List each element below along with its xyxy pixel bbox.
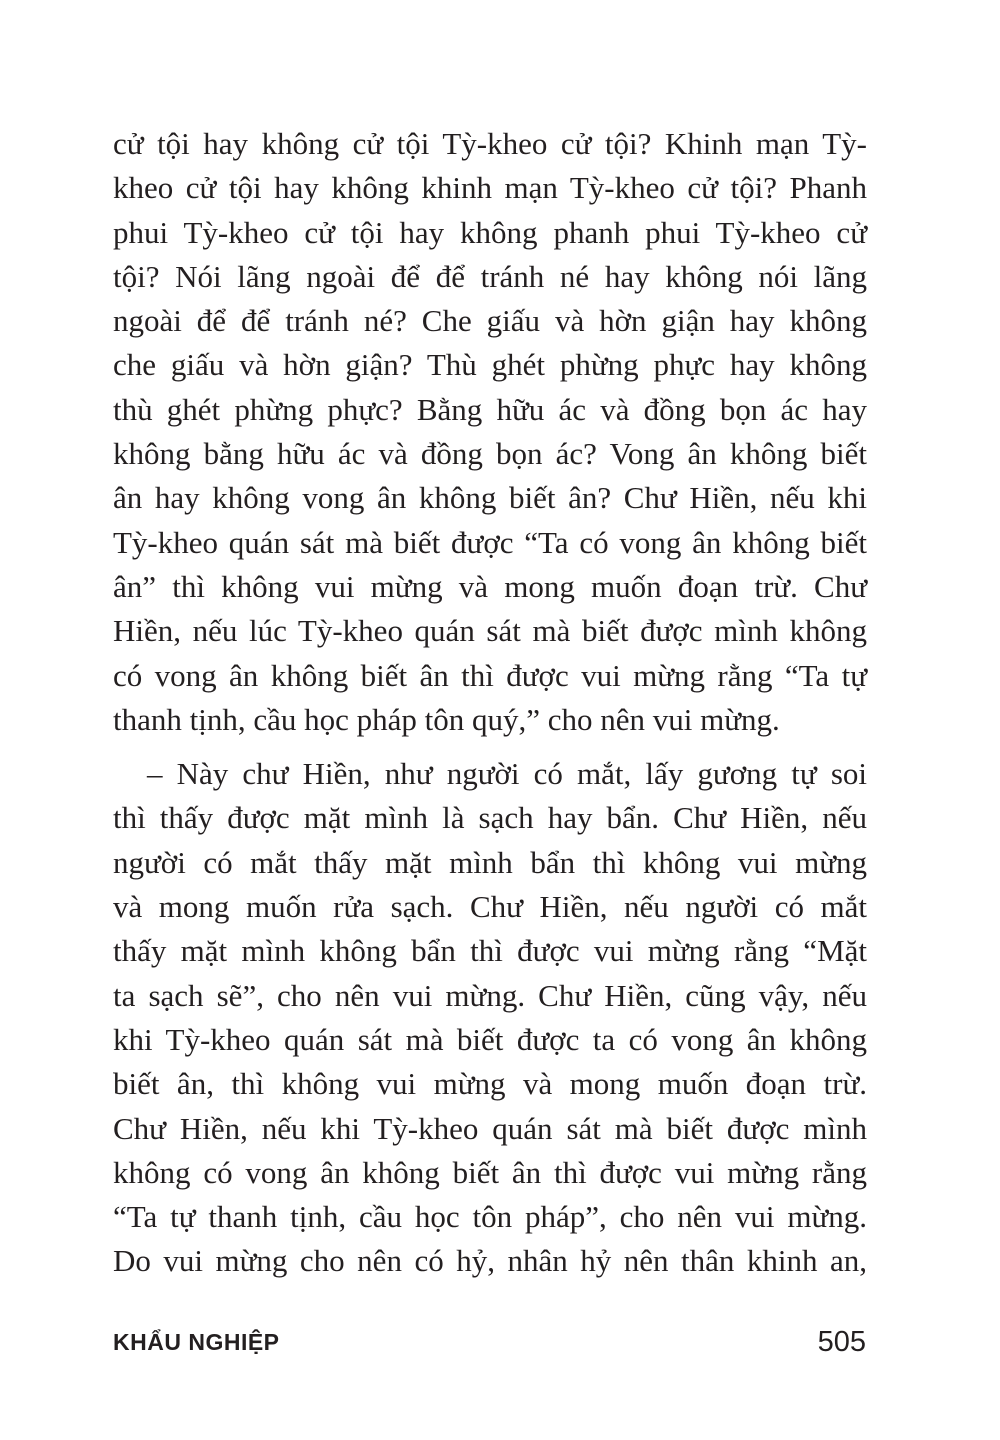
page-number: 505 <box>817 1326 866 1358</box>
paragraph-2-line: và mong muốn rửa sạch. Chư Hiền, nếu người có mắt <box>113 889 867 925</box>
paragraph-1-line: Hiền, nếu lúc Tỳ-kheo quán sát mà biết được mình không <box>113 613 867 649</box>
paragraph-1-line: thanh tịnh, cầu học pháp tôn quý,” cho nên vui mừng. <box>113 701 780 737</box>
paragraph-gap <box>113 742 867 752</box>
paragraph-2-line: ta sạch sẽ”, cho nên vui mừng. Chư Hiền, cũng vậy, nếu <box>113 977 867 1013</box>
paragraph-1-line: không bằng hữu ác và đồng bọn ác? Vong ân không biết <box>113 436 867 472</box>
paragraph-1-line: có vong ân không biết ân thì được vui mừng rằng “Ta tự <box>113 657 867 693</box>
paragraph-1-line: kheo cử tội hay không khinh mạn Tỳ-kheo cử tội? Phanh <box>113 170 867 206</box>
paragraph-2-line: khi Tỳ-kheo quán sát mà biết được ta có vong ân không <box>113 1021 867 1057</box>
paragraph-1-line: tội? Nói lãng ngoài để để tránh né hay không nói lãng <box>113 258 867 294</box>
paragraph-1-line: Tỳ-kheo quán sát mà biết được “Ta có vong ân không biết <box>113 524 867 560</box>
paragraph-2-line: Do vui mừng cho nên có hỷ, nhân hỷ nên thân khinh an, <box>113 1243 867 1279</box>
paragraph-1-line: cử tội hay không cử tội Tỳ-kheo cử tội? Khinh mạn Tỳ- <box>113 126 867 161</box>
paragraph-1-line: thù ghét phừng phực? Bằng hữu ác và đồng bọn ác hay <box>113 391 867 427</box>
paragraph-2-line: biết ân, thì không vui mừng và mong muốn đoạn trừ. <box>113 1066 867 1102</box>
paragraph-2-line: người có mắt thấy mặt mình bẩn thì không vui mừng <box>113 844 867 880</box>
paragraph-1-line: che giấu và hờn giận? Thù ghét phừng phực hay không <box>113 347 867 383</box>
paragraph-2-line: thì thấy được mặt mình là sạch hay bẩn. Chư Hiền, nếu <box>113 800 867 836</box>
paragraph-1-line: ân” thì không vui mừng và mong muốn đoạn trừ. Chư <box>113 568 867 604</box>
paragraph-1-line: ngoài để để tránh né? Che giấu và hờn giận hay không <box>113 303 867 339</box>
paragraph-2-line: Chư Hiền, nếu khi Tỳ-kheo quán sát mà biết được mình <box>113 1110 867 1146</box>
paragraph-1-line: ân hay không vong ân không biết ân? Chư Hiền, nếu khi <box>113 480 867 516</box>
body-text <box>113 122 867 1284</box>
paragraph-2-line: thấy mặt mình không bẩn thì được vui mừng rằng “Mặt <box>113 933 867 969</box>
paragraph-2-line: “Ta tự thanh tịnh, cầu học tôn pháp”, cho nên vui mừng. <box>113 1199 867 1235</box>
running-footer-title: KHẨU NGHIỆP <box>113 1329 280 1355</box>
paragraph-2-line: – Này chư Hiền, như người có mắt, lấy gương tự soi <box>147 756 867 792</box>
paragraph-1-line: phui Tỳ-kheo cử tội hay không phanh phui Tỳ-kheo cử <box>113 214 867 250</box>
paragraph-2-line: không có vong ân không biết ân thì được vui mừng rằng <box>113 1154 867 1190</box>
